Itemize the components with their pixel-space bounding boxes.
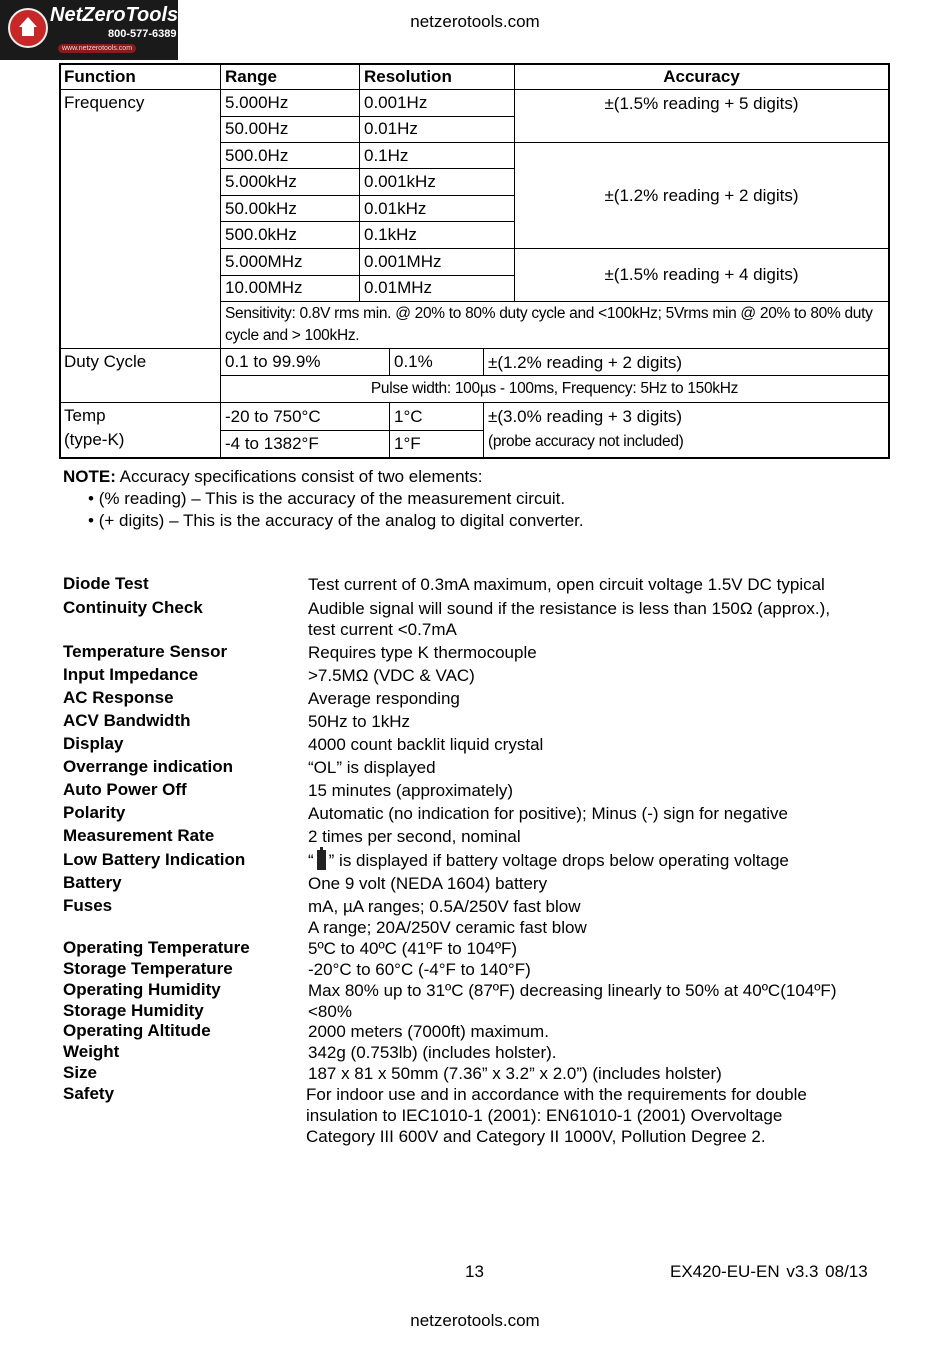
- range-cell: 500.0kHz: [225, 225, 297, 244]
- function-frequency: Frequency: [64, 93, 145, 112]
- spec-label: Weight: [63, 1042, 120, 1061]
- spec-value: 15 minutes (approximately): [308, 781, 514, 800]
- logo-phone: 800-577-6389: [108, 28, 177, 40]
- spec-value: Requires type K thermocouple: [308, 643, 537, 662]
- spec-value: “ ” is displayed if battery voltage drops below operating voltage: [308, 851, 789, 870]
- accuracy-cell: ±(1.5% reading + 4 digits): [604, 265, 799, 284]
- range-cell: 50.00Hz: [225, 119, 289, 138]
- spec-label: Overrange indication: [63, 757, 234, 776]
- spec-value: For indoor use and in accordance with the requirements for double: [306, 1085, 807, 1104]
- spec-label: Fuses: [63, 896, 113, 915]
- spec-value: 50Hz to 1kHz: [308, 712, 411, 731]
- function-temp-type: (type-K): [64, 430, 125, 449]
- list-item: • (+ digits) – This is the accuracy of the analog to digital converter.: [88, 510, 584, 532]
- resolution-cell: 0.01MHz: [364, 278, 433, 297]
- footer-site: netzerotools.com: [410, 1311, 540, 1330]
- pulse-width-note: Pulse width: 100µs - 100ms, Frequency: 5Hz to 150kHz: [370, 380, 739, 397]
- spec-value: -20°C to 60°C (-4°F to 140°F): [308, 960, 531, 979]
- spec-value: Average responding: [308, 689, 460, 708]
- spec-value-cont: Category III 600V and Category II 1000V, Pollution Degree 2.: [306, 1127, 766, 1146]
- logo-name: NetZeroTools: [50, 4, 179, 26]
- resolution-cell: 1°C: [394, 407, 423, 426]
- resolution-cell: 0.1%: [394, 352, 433, 371]
- range-cell: 10.00MHz: [225, 278, 303, 297]
- spec-value: Automatic (no indication for positive); Minus (-) sign for negative: [308, 804, 788, 823]
- spec-value: Audible signal will sound if the resistance is less than 150Ω (approx.),: [308, 599, 831, 618]
- spec-label: Continuity Check: [63, 598, 203, 617]
- spec-label: Polarity: [63, 803, 126, 822]
- range-cell: -4 to 1382°F: [225, 434, 319, 453]
- range-cell: 5.000Hz: [225, 93, 289, 112]
- sensitivity-note-cont: cycle and > 100kHz.: [225, 327, 360, 344]
- range-cell: -20 to 750°C: [225, 407, 321, 426]
- accuracy-note: (probe accuracy not included): [488, 433, 684, 450]
- accuracy-cell: ±(3.0% reading + 3 digits): [488, 407, 683, 426]
- note-label: NOTE:: [63, 467, 116, 486]
- spec-value: 187 x 81 x 50mm (7.36” x 3.2” x 2.0”) (includes holster): [308, 1064, 722, 1083]
- note-text: Accuracy specifications consist of two elements:: [115, 467, 483, 486]
- spec-value: One 9 volt (NEDA 1604) battery: [308, 874, 548, 893]
- resolution-cell: 0.01kHz: [364, 199, 427, 218]
- note-bullets: [88, 488, 584, 532]
- accuracy-note-paragraph: [63, 466, 483, 488]
- spec-label: Operating Temperature: [63, 938, 250, 957]
- spec-value: Max 80% up to 31ºC (87ºF) decreasing linearly to 50% at 40ºC(104ºF): [308, 981, 837, 1000]
- spec-label: Storage Humidity: [63, 1001, 204, 1020]
- spec-value-cont: test current <0.7mA: [308, 620, 457, 639]
- spec-label: Operating Altitude: [63, 1021, 211, 1040]
- page-number: 13: [465, 1262, 484, 1281]
- resolution-cell: 1°F: [394, 434, 421, 453]
- spec-value-cont: insulation to IEC1010-1 (2001): EN61010-1 (2001) Overvoltage: [306, 1106, 783, 1125]
- range-cell: 5.000MHz: [225, 252, 303, 271]
- spec-label: Operating Humidity: [63, 980, 221, 999]
- spec-label: Low Battery Indication: [63, 850, 246, 869]
- range-cell: 50.00kHz: [225, 199, 297, 218]
- spec-value: 2 times per second, nominal: [308, 827, 521, 846]
- resolution-cell: 0.001Hz: [364, 93, 428, 112]
- range-cell: 500.0Hz: [225, 146, 289, 165]
- spec-label: Input Impedance: [63, 665, 199, 684]
- function-temp: Temp: [64, 406, 106, 425]
- resolution-cell: 0.1kHz: [364, 225, 417, 244]
- spec-value: 5ºC to 40ºC (41ºF to 104ºF): [308, 939, 518, 958]
- spec-label: Temperature Sensor: [63, 642, 228, 661]
- header-function: Function: [64, 67, 136, 86]
- logo-url: www.netzerotools.com: [58, 44, 136, 53]
- spec-label: Diode Test: [63, 574, 149, 593]
- range-cell: 0.1 to 99.9%: [225, 352, 321, 371]
- spec-value: 2000 meters (7000ft) maximum.: [308, 1022, 549, 1041]
- resolution-cell: 0.1Hz: [364, 146, 409, 165]
- spec-value: 342g (0.753lb) (includes holster).: [308, 1043, 557, 1062]
- spec-label: Display: [63, 734, 124, 753]
- document-id: EX420-EU-EN v3.3 08/13: [670, 1262, 868, 1281]
- resolution-cell: 0.001MHz: [364, 252, 442, 271]
- resolution-cell: 0.001kHz: [364, 172, 436, 191]
- header-range: Range: [225, 67, 277, 86]
- spec-label: Safety: [63, 1084, 115, 1103]
- spec-value-cont: A range; 20A/250V ceramic fast blow: [308, 918, 587, 937]
- header-accuracy: Accuracy: [663, 67, 740, 86]
- spec-value: mA, µA ranges; 0.5A/250V fast blow: [308, 897, 581, 916]
- spec-value: <80%: [308, 1002, 352, 1021]
- battery-icon: [317, 850, 326, 870]
- function-duty-cycle: Duty Cycle: [64, 352, 147, 371]
- accuracy-cell: ±(1.2% reading + 2 digits): [604, 186, 799, 205]
- spec-value: Test current of 0.3mA maximum, open circuit voltage 1.5V DC typical: [308, 575, 825, 594]
- spec-value: 4000 count backlit liquid crystal: [308, 735, 544, 754]
- range-cell: 5.000kHz: [225, 172, 297, 191]
- spec-label: ACV Bandwidth: [63, 711, 191, 730]
- list-item: • (% reading) – This is the accuracy of the measurement circuit.: [88, 488, 584, 510]
- spec-label: Size: [63, 1063, 98, 1082]
- spec-label: Battery: [63, 873, 122, 892]
- spec-label: AC Response: [63, 688, 174, 707]
- accuracy-cell: ±(1.2% reading + 2 digits): [488, 353, 683, 372]
- sensitivity-note: Sensitivity: 0.8V rms min. @ 20% to 80% duty cycle and <100kHz; 5Vrms min @ 20% to 80% duty: [225, 305, 873, 322]
- spec-label: Measurement Rate: [63, 826, 215, 845]
- spec-label: Storage Temperature: [63, 959, 233, 978]
- header-site: netzerotools.com: [410, 12, 540, 31]
- resolution-cell: 0.01Hz: [364, 119, 418, 138]
- header-resolution: Resolution: [364, 67, 452, 86]
- accuracy-cell: ±(1.5% reading + 5 digits): [604, 94, 799, 113]
- spec-value: >7.5MΩ (VDC & VAC): [308, 666, 475, 685]
- spec-value: “OL” is displayed: [308, 758, 436, 777]
- spec-label: Auto Power Off: [63, 780, 187, 799]
